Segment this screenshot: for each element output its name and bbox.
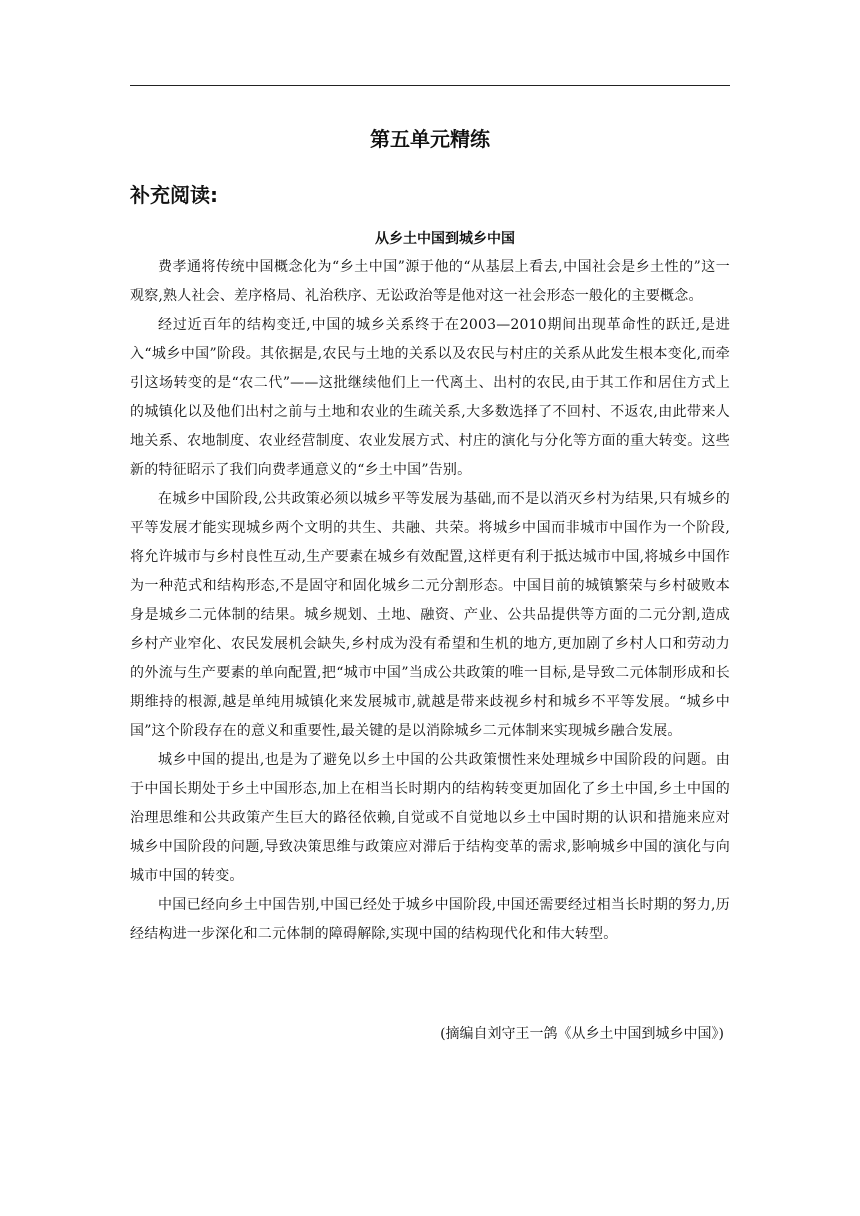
header-rule	[130, 85, 730, 86]
source-citation: (摘编自刘守王一鸽《从乡土中国到城乡中国》)	[440, 1026, 724, 1042]
article-title: 从乡土中国到城乡中国	[375, 231, 515, 247]
article-paragraph: 费孝通将传统中国概念化为“乡土中国”源于他的“从基层上看去,中国社会是乡土性的”这一观察,熟人社会、差序格局、礼治秩序、无讼政治等是他对这一社会形态一般化的主要概念。	[130, 259, 730, 304]
unit-title: 第五单元精练	[370, 127, 490, 151]
article-body	[130, 253, 730, 949]
section-heading: 补充阅读:	[130, 183, 218, 207]
article-paragraph: 中国已经向乡土中国告别,中国已经处于城乡中国阶段,中国还需要经过相当长时期的努力,历经结构进一步深化和二元体制的障碍解除,实现中国的结构现代化和伟大转型。	[130, 897, 730, 942]
article-paragraph: 城乡中国的提出,也是为了避免以乡土中国的公共政策惯性来处理城乡中国阶段的问题。由于中国长期处于乡土中国形态,加上在相当长时期内的结构转变更加固化了乡土中国,乡土中国的治理思维和公共政策产生巨大的路径依赖,自觉或不自觉地以乡土中国时期的认识和措施来应对城乡中国阶段的问题,导致决策思维与政策应对滞后于结构变革的需求,影响城乡中国的演化与向城市中国的转变。	[130, 752, 730, 884]
article-paragraph: 经过近百年的结构变迁,中国的城乡关系终于在2003—2010期间出现革命性的跃迁,是进入“城乡中国”阶段。其依据是,农民与土地的关系以及农民与村庄的关系从此发生根本变化,而牵引这场转变的是“农二代”——这批继续他们上一代离土、出村的农民,由于其工作和居住方式上的城镇化以及他们出村之前与土地和农业的生疏关系,大多数选择了不回村、不返农,由此带来人地关系、农地制度、农业经营制度、农业发展方式、村庄的演化与分化等方面的重大转变。这些新的特征昭示了我们向费孝通意义的“乡土中国”告别。	[130, 317, 730, 478]
article-paragraph: 在城乡中国阶段,公共政策必须以城乡平等发展为基础,而不是以消灭乡村为结果,只有城乡的平等发展才能实现城乡两个文明的共生、共融、共荣。将城乡中国而非城市中国作为一个阶段,将允许城市与乡村良性互动,生产要素在城乡有效配置,这样更有利于抵达城市中国,将城乡中国作为一种范式和结构形态,不是固守和固化城乡二元分割形态。中国目前的城镇繁荣与乡村破败本身是城乡二元体制的结果。城乡规划、土地、融资、产业、公共品提供等方面的二元分割,造成乡村产业窄化、农民发展机会缺失,乡村成为没有希望和生机的地方,更加剧了乡村人口和劳动力的外流与生产要素的单向配置,把“城市中国”当成公共政策的唯一目标,是导致二元体制形成和长期维持的根源,越是单纯用城镇化来发展城市,就越是带来歧视乡村和城乡不平等发展。“城乡中国”这个阶段存在的意义和重要性,最关键的是以消除城乡二元体制来实现城乡融合发展。	[130, 491, 730, 739]
